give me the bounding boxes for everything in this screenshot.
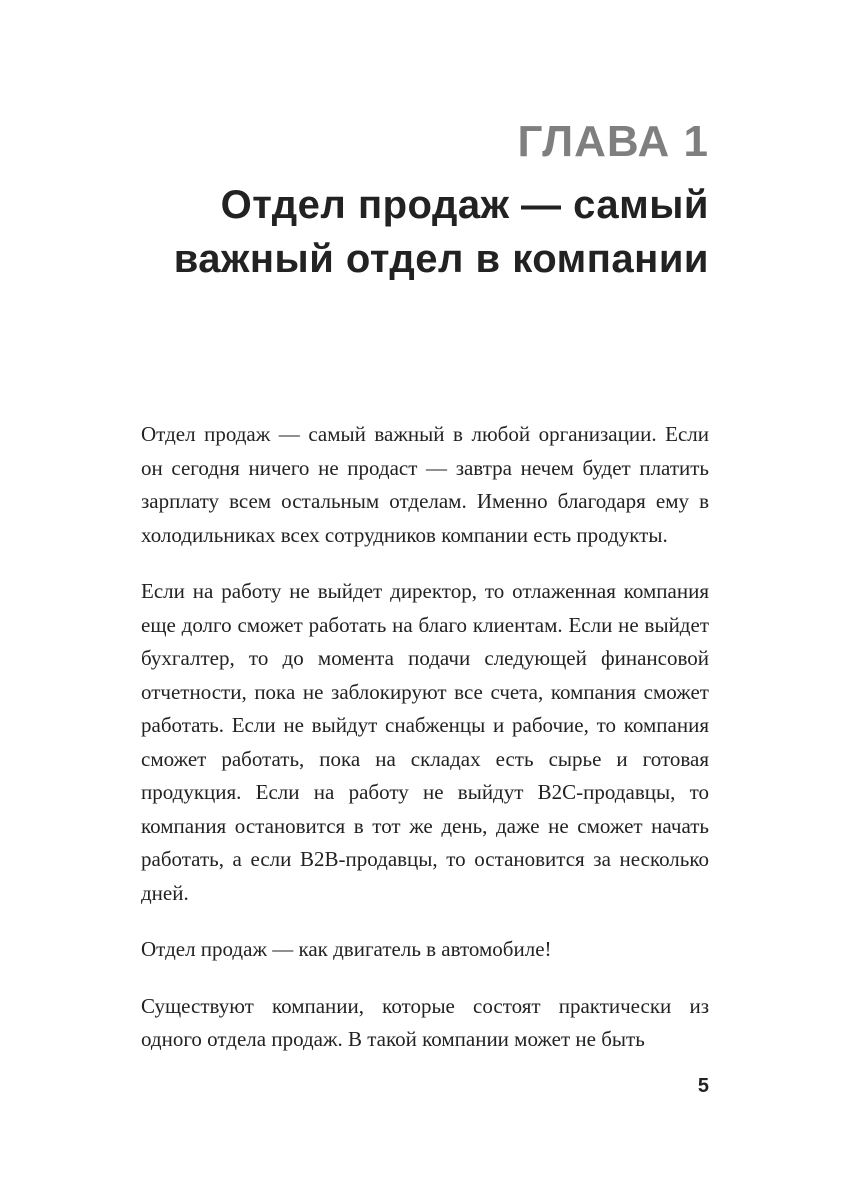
paragraph-4: Существуют компании, которые состоят практически из одного отдела продаж. В такой компании может не быть bbox=[141, 993, 709, 1051]
paragraph-3: Отдел продаж — как двигатель в автомобиле! bbox=[141, 937, 552, 961]
chapter-title-line-2: важный отдел в компании bbox=[173, 237, 709, 281]
page-number: 5 bbox=[697, 1075, 709, 1097]
chapter-label: ГЛАВА 1 bbox=[517, 117, 709, 166]
body-text bbox=[141, 418, 709, 1080]
chapter-title bbox=[89, 178, 709, 286]
paragraph-2: Если на работу не выйдет директор, то отлаженная компания еще долго сможет работать на благо клиентам. Если не выйдет бухгалтер, то до момента подачи следующей финансовой отчетности, пока не заблокируют все счета, компания сможет работать. Если не выйдут снабженцы и рабочие, то компания сможет работать, пока на складах есть сырье и готовая продукция. Если на работу не выйдут B2C-продавцы, то компания остановится в тот же день, даже не сможет начать работать, а если B2B-продавцы, то остановится за несколько дней. bbox=[141, 579, 709, 905]
paragraph-1: Отдел продаж — самый важный в любой организации. Если он сегодня ничего не продаст — завтра нечем будет платить зарплату всем остальным отделам. Именно благодаря ему в холодильниках всех сотрудников компании есть продукты. bbox=[141, 422, 709, 547]
chapter-title-line-1: Отдел продаж — самый bbox=[220, 183, 709, 227]
